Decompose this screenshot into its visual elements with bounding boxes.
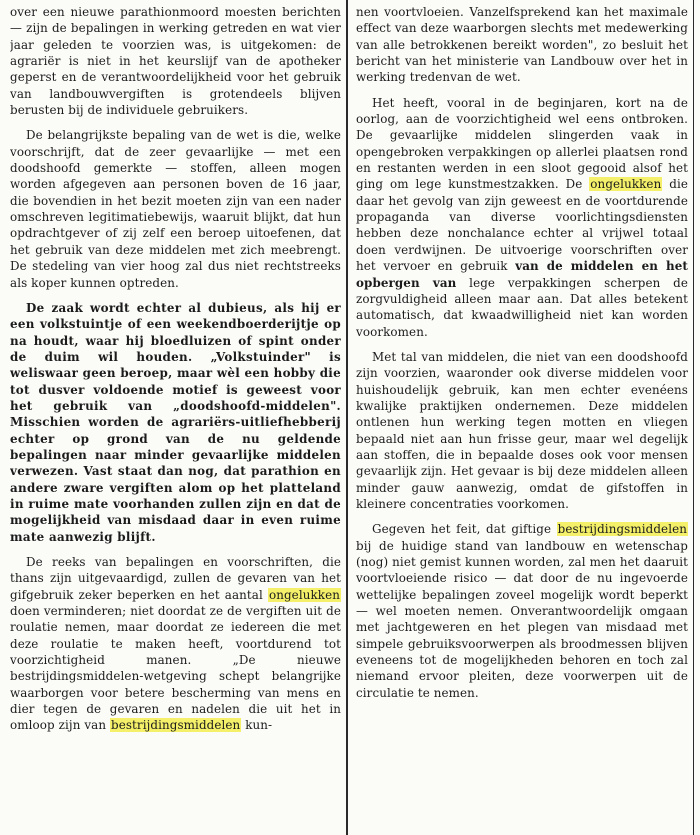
text-run: die daar het gevolg van zijn geweest en de voortdurende propaganda van diverse voorlichtingsdiensten hebben deze nonchalance echter al vrijwel totaal doen verdwijnen. De uitvoerige voorschriften over het vervoer en gebruik bbox=[356, 177, 688, 274]
text-run: doen verminderen; niet doordat ze de vergiften uit de roulatie nemen, maar doordat ze iedereen die met deze roulatie te maken heeft, voortdurend tot voorzichtigheid manen. „De nieuwe bestrijdingsmiddelen-wetgeving schept belangrijke waarborgen voor betere bescherming van mens en dier tegen de gevaren en nadelen die uit het in omloop zijn van bbox=[10, 604, 341, 733]
text-run: bij de huidige stand van landbouw en wetenschap (nog) niet gemist kunnen worden, zal men het daaruit voortvloeiende risico — dat door de nu ingevoerde wettelijke bepalingen zoveel mogelijk wordt beperkt — wel moeten nemen. Onverantwoordelijk omgaan met jachtgeweren en het plegen van misdaad met simpele gebruiksvoorwerpen als broodmessen blijven eveneens tot de mogelijkheden behoren en toch zal niemand ervoor pleiten, deze voorwerpen uit de circulatie te nemen. bbox=[356, 538, 688, 700]
highlighted-term: ongelukken bbox=[590, 177, 662, 192]
paragraph-left-2: De belangrijkste bepaling van de wet is die, welke voorschrijft, dat de zeer gevaarlijke — met een doodshoofd gemerkte — stoffen, alleen mogen worden afgegeven aan personen boven de 16 jaar, die bovendien in het bezit moeten zijn van een nader omschreven legitimatiebewijs, waaruit blijkt, dat hun opdrachtgever of zij zelf een beroep uitoefenen, dat het gebruik van deze middelen met zich meebrengt. De stedeling van vier hoog zal dus niet rechtstreeks als koper kunnen optreden. bbox=[10, 128, 341, 290]
text-run: De reeks van bepalingen en voorschriften, die thans zijn uitgevaardigd, zullen de gevaren van het gifgebruik zeker beperken en het aantal bbox=[10, 555, 341, 602]
paragraph-right-2 bbox=[356, 95, 688, 340]
bold-text-run: van de middelen en het opbergen van bbox=[356, 259, 688, 290]
text-run: Gegeven het feit, dat giftige bbox=[372, 522, 557, 537]
paragraph-right-1: nen voortvloeien. Vanzelfsprekend kan het maximale effect van deze waarborgen slechts met medewerking van alle betrokkenen bereikt worden", zo besluit het bericht van het ministerie van Landbouw over het in werking tredenvan de wet. bbox=[356, 5, 688, 85]
highlighted-term: bestrijdingsmiddelen bbox=[557, 522, 687, 537]
paragraph-left-3-bold: De zaak wordt echter al dubieus, als hij er een volkstuintje of een weekendboerderijtje op na houdt, waar hij bloedluizen of spint onder de duim wil houden. „Volkstuinder" is weliswaar geen beroep, maar wèl een hobby die tot dusver voldoende motief is geweest voor het gebruik van „doodshoofd-middelen". Misschien worden de agrariërs-uitliefhebberij echter op grond van de nu geldende bepalingen naar minder gevaarlijke middelen verwezen. Vast staat dan nog, dat parathion en andere zware vergiften alom op het platteland in ruime mate voorhanden zullen zijn en dat de mogelijkheid van misdaad daar in even ruime mate aanwezig blijft. bbox=[10, 300, 341, 544]
text-run: lege verpakkingen scherpen de zorgvuldigheid alleen maar aan. Dat alles betekent automatisch, dat kwaadwilligheid niet kan worden voorkomen. bbox=[356, 275, 688, 339]
paragraph-left-4 bbox=[10, 554, 341, 734]
paragraph-right-4 bbox=[356, 521, 688, 701]
highlighted-term: bestrijdingsmiddelen bbox=[110, 718, 241, 733]
text-run: kun- bbox=[241, 718, 273, 733]
right-column bbox=[356, 4, 688, 831]
column-divider bbox=[346, 0, 348, 835]
left-column bbox=[10, 4, 341, 831]
highlighted-term: ongelukken bbox=[268, 587, 340, 602]
paragraph-left-1: over een nieuwe parathionmoord moesten berichten — zijn de bepalingen in werking getreden en wat vier jaar geleden te voorzien was, is uitgekomen: de agrariër is niet in het keurslijf van de apotheker geperst en de verantwoordelijkheid voor het gebruik van landbouwvergiften is grotendeels blijven berusten bij de individuele gebruikers. bbox=[10, 5, 341, 118]
paragraph-right-3: Met tal van middelen, die niet van een doodshoofd zijn voorzien, waaronder ook diverse middelen voor huishoudelijk gebruik, kan men echter evenéens kwalijke praktijken ondernemen. Deze middelen ontlenen hun werking tegen motten en vliegen bepaald niet aan hun frisse geur, maar wel degelijk aan stoffen, die in bepaalde doses ook voor mensen gevaarlijk zijn. Het gevaar is bij deze middelen alleen minder gauw aanwezig, omdat de gifstoffen in kleinere concentraties voorkomen. bbox=[356, 349, 688, 511]
right-edge-rule bbox=[693, 0, 694, 835]
text-run: Het heeft, vooral in de beginjaren, kort na de oorlog, aan de voorzichtigheid wel eens ontbroken. De gevaarlijke middelen slingerden vaak in opengebroken verpakkingen op allerlei plaatsen rond en restanten werden in een sloot gegooid alsof het ging om lege kunstmestzakken. De bbox=[356, 95, 688, 192]
